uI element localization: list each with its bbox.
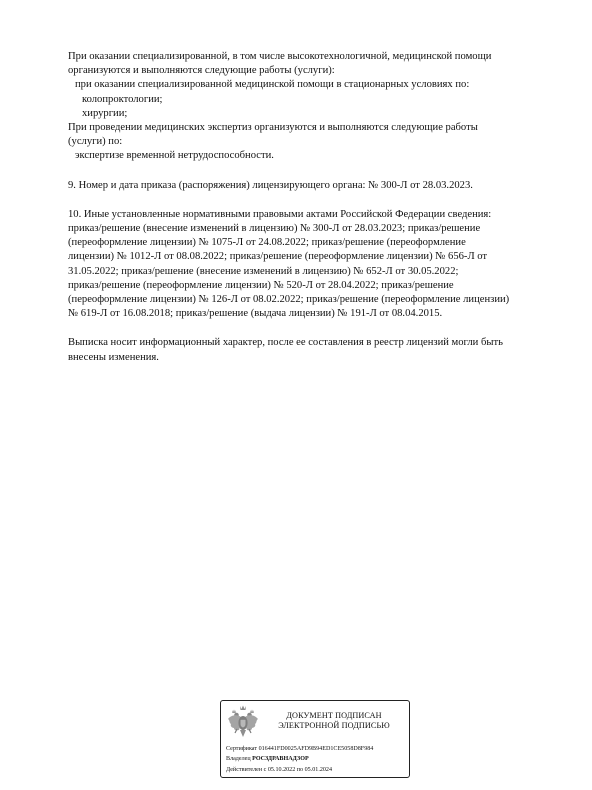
text-line: (переоформление лицензии) № 1075-Л от 24.08.2022; приказ/решение (переоформление [68, 237, 466, 249]
text-line: 10. Иные установленные нормативными правовыми актами Российской Федерации сведения: [68, 208, 492, 220]
text-line: 31.05.2022; приказ/решение (внесение изменений в лицензию) № 652-Л от 30.05.2022; [68, 265, 459, 277]
text-line: При проведении медицинских экспертиз организуются и выполняются следующие работы [68, 122, 478, 134]
signature-title-line: ДОКУМЕНТ ПОДПИСАН [286, 711, 382, 720]
text-line: Выписка носит информационный характер, после ее составления в реестр лицензий могли быть [68, 337, 503, 349]
owner-label: Владелец [226, 756, 251, 763]
validity-row: Действителен с 05.10.2022 по 05.01.2024 [226, 766, 333, 773]
certificate-value: 016441FD0025AFD9B94ED1CE5058D8F984 [258, 746, 374, 752]
text-line: (услуги) по: [68, 136, 123, 148]
text-line: При оказании специализированной, в том числе высокотехнологичной, медицинской помощи [68, 51, 492, 62]
signature-details [226, 744, 408, 775]
russian-coat-of-arms-icon [227, 704, 259, 740]
certificate-label: Сертификат [226, 746, 258, 752]
license-order-number: 9. Номер и дата приказа (распоряжения) лицензирующего органа: № 300-Л от 28.03.2023. [68, 179, 473, 191]
text-line: экспертизе временной нетрудоспособности. [75, 150, 274, 162]
signature-title-line: ЭЛЕКТРОННОЙ ПОДПИСЬЮ [278, 721, 390, 730]
text-line: № 619-Л от 16.08.2018; приказ/решение (выдача лицензии) № 191-Л от 08.04.2015. [68, 308, 443, 320]
text-line: внесены изменения. [68, 351, 159, 363]
text-line: приказ/решение (переоформление лицензии) № 520-Л от 28.04.2022; приказ/решение [68, 279, 454, 291]
text-line: при оказании специализированной медицинской помощи в стационарных условиях по: [75, 79, 470, 91]
owner-row [226, 754, 408, 764]
text-line: приказ/решение (внесение изменений в лицензию) № 300-Л от 28.03.2023; приказ/решение [68, 223, 481, 235]
signature-title [261, 711, 407, 731]
electronic-signature-stamp [220, 700, 410, 778]
text-line: хирургии; [82, 107, 128, 119]
text-line: лицензии) № 1012-Л от 08.08.2022; приказ/решение (переоформление лицензии) № 656-Л от [68, 251, 488, 263]
text-line: колопроктологии; [82, 93, 163, 105]
certificate-row [226, 744, 408, 754]
text-line: организуются и выполняются следующие работы (услуги): [68, 65, 335, 77]
document-body [68, 50, 552, 365]
owner-value: РОСЗДРАВНАДЗОР [252, 756, 309, 763]
text-line: (переоформление лицензии) № 126-Л от 08.02.2022; приказ/решение (переоформление лицензии) [68, 294, 510, 306]
